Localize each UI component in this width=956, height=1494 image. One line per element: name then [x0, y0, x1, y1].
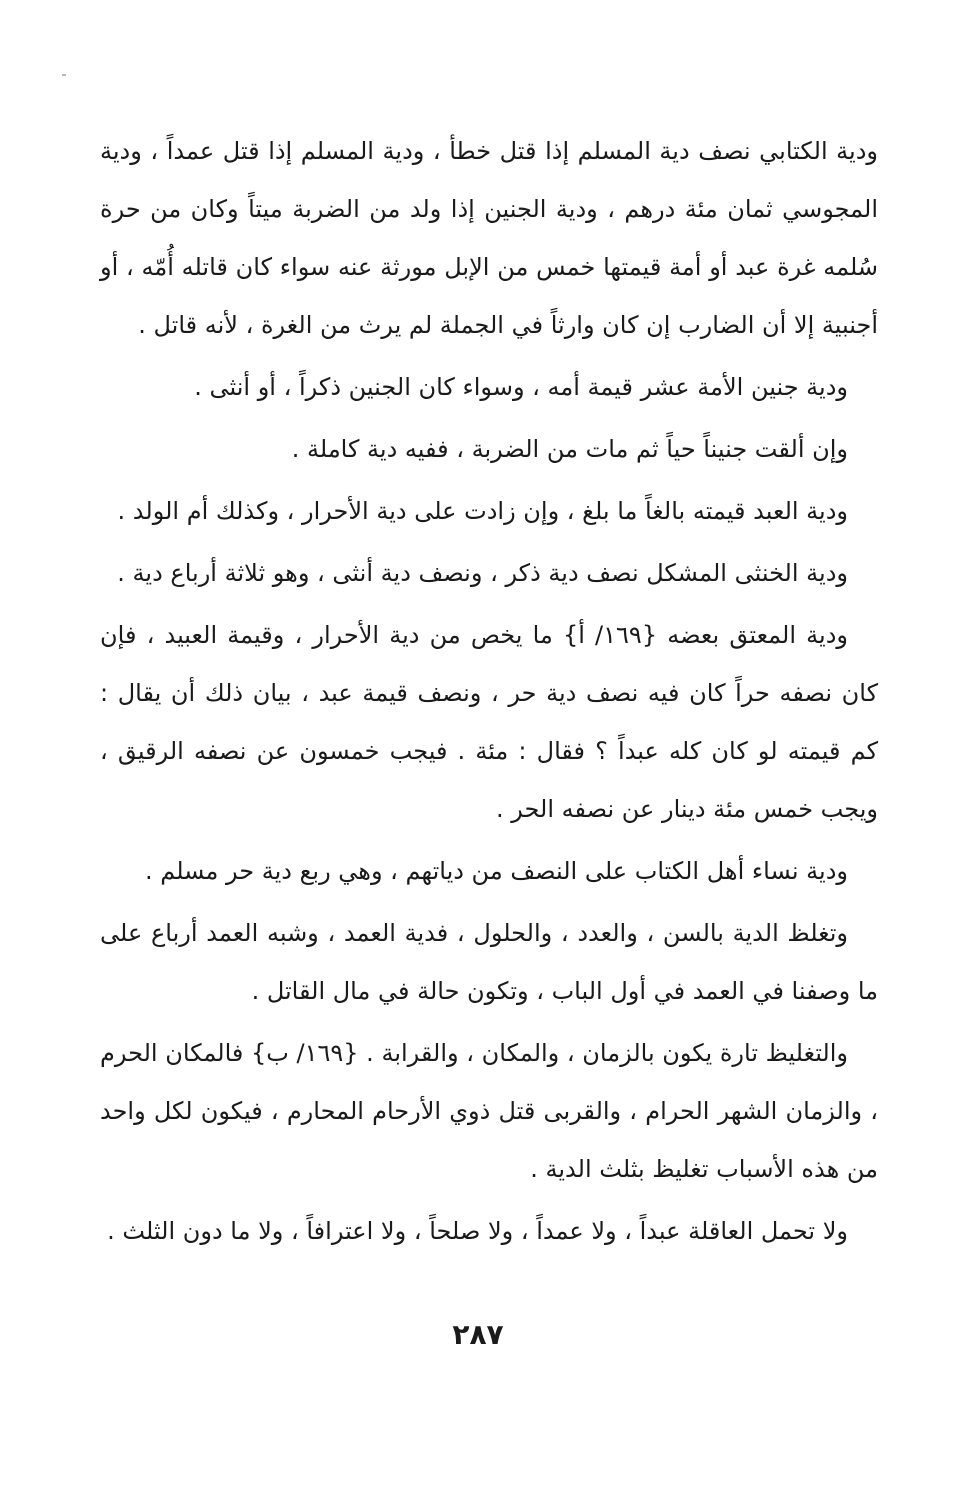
paragraph-partially-freed-diya: ودية المعتق بعضه {١٦٩/ أ} ما يخص من دية الأحرار ، وقيمة العبيد ، فإن كان نصفه حراً كان فيه نصف دية حر ، ونصف قيمة عبد ، بيان ذلك أن يقال : كم قيمته لو كان كله عبداً ؟ فقال : مئة . فيجب خمسون عن نصفه الرقيق ، ويجب خمس مئة دينار عن نصفه الحر .	[100, 621, 878, 823]
paragraph-aggravation-causes: والتغليظ تارة يكون بالزمان ، والمكان ، والقرابة . {١٦٩/ ب} فالمكان الحرم ، والزمان الشهر الحرام ، والقربى قتل ذوي الأرحام المحارم ، فيكون لكل واحد من هذه الأسباب تغليظ بثلث الدية .	[100, 1039, 878, 1183]
paragraph-aggravation: وتغلظ الدية بالسن ، والعدد ، والحلول ، فدية العمد ، وشبه العمد أرباع على ما وصفنا في العمد في أول الباب ، وتكون حالة في مال القاتل .	[100, 919, 878, 1005]
paragraph-hermaphrodite-diya: ودية الخنثى المشكل نصف دية ذكر ، ونصف دية أنثى ، وهو ثلاثة أرباع دية .	[117, 559, 848, 587]
page-number: ٢٨٧	[452, 1318, 504, 1351]
paragraph-live-fetus: وإن ألقت جنيناً حياً ثم مات من الضربة ، ففيه دية كاملة .	[291, 435, 848, 463]
paragraph-slave-diya: ودية العبد قيمته بالغاً ما بلغ ، وإن زادت على دية الأحرار ، وكذلك أم الولد .	[117, 497, 848, 525]
scan-speck	[62, 74, 66, 76]
paragraph-kitabi-women-diya: ودية نساء أهل الكتاب على النصف من دياتهم ، وهي ربع دية حر مسلم .	[144, 857, 848, 885]
page-body-text	[100, 122, 878, 1264]
paragraph-slave-fetus-diya: ودية جنين الأمة عشر قيمة أمه ، وسواء كان الجنين ذكراً ، أو أنثى .	[194, 373, 848, 401]
paragraph-dhimmi-diya: ودية الكتابي نصف دية المسلم إذا قتل خطأ ، ودية المسلم إذا قتل عمداً ، ودية المجوسي ثمان مئة درهم ، ودية الجنين إذا ولد من الضربة ميتاً وكان من حرة سُلمه غرة عبد أو أمة قيمتها خمس من الإبل مورثة عنه سواء كان قاتله أُمّه ، أو أجنبية إلا أن الضارب إن كان وارثاً في الجملة لم يرث من الغرة ، لأنه قاتل .	[100, 137, 878, 339]
paragraph-aqila: ولا تحمل العاقلة عبداً ، ولا عمداً ، ولا صلحاً ، ولا اعترافاً ، ولا ما دون الثلث .	[107, 1217, 848, 1245]
